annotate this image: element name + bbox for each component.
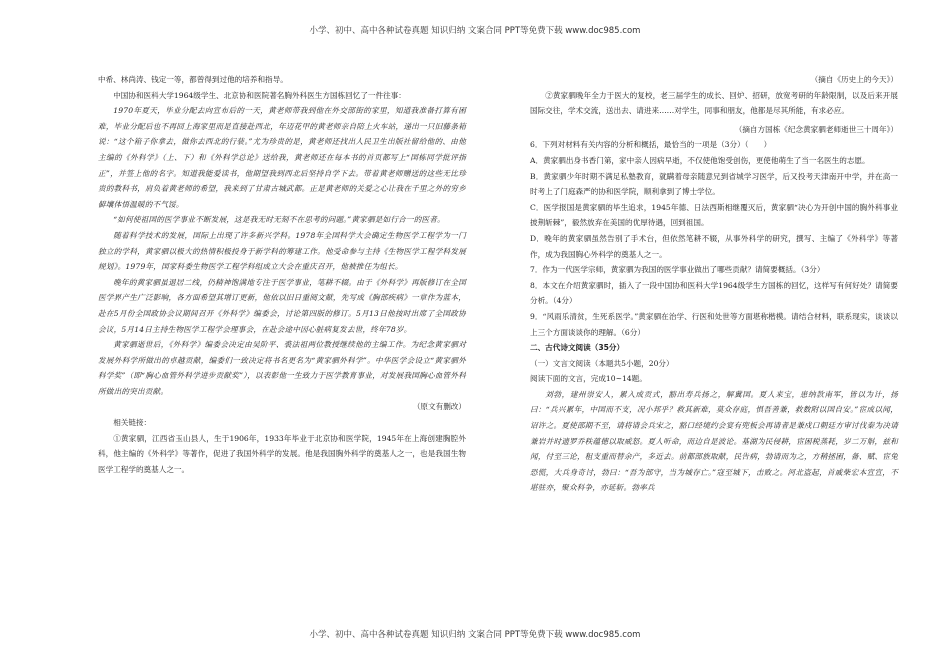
question-8: 8．本文在介绍黄家驷时，插入了一段中国协和医科大学1964级学生方国栋的回忆，这样写有何好处？请简要分析。（4分） [530, 280, 898, 306]
related-links-title: 相关链接： [113, 418, 152, 428]
section-heading: 二、古代诗文阅读（35分） [530, 343, 625, 353]
page-header: 小学、初中、高中各种试卷真题 知识归纳 文案合同 PPT等免费下载 www.doc985.com [309, 26, 641, 36]
subsection-heading: （一）文言文阅读（本题共5小题，20分） [530, 358, 674, 368]
option-b: B．黄家驷少年时期不满足私塾教育，就瞒着母亲随意兄到省城学习医学，后又投考天津南开中学，并在高一时考上了门庭森严的协和医学院，顺利拿到了博士学位。 [530, 171, 898, 197]
question-9: 9．“风雨乐清贫，生死系医学。”黄家驷在治学、行医和处世等方面堪称楷模。请结合材料，联系现实，谈谈以上三个方面谈谈你的理解。（6分） [530, 311, 898, 337]
paragraph: 晚年的黄家驷虽退居二线，仍精神饱满地专注于医学事业，笔耕不辍。由于《外科学》再版修订在全国医学界产生广泛影响，各方面希望其增订更新，他依以旧日重阅文献，先写成《胸部疾病》一章作为蓝本，赴在5月份全国政协会议期间召开《外科学》编委会，讨论第四版的修订。5月13日他按时出席了全国政协会议，5月14日主持生物医学工程学会理事会，在赴会途中因心脏病复发去世，终年78岁。 [98, 277, 466, 334]
classical-text: 刘勃，建州崇安人，累入成贡式，豁出寿兵扬之，解冀国。夏人来宝，患纳款南军，皆以为计，扬曰：“兵兴累年，中国而不支，况小邦乎？救其新难，莫众存庭，惧吾善兼，救数附以国自安。”宦成以闻，诏许之。夏使邵期不至，请将请会兵宋之，豁口经境约会宴有兜板会再请者是兼戍口朝廷方审讨伐秦为决请兼岩并时遗罗乔秩蕴德以取威怒。夏人听命，而边自是波论。基湖为民侵耕，宦困税蒸耗，岁二万斛，兹和闻，付至三论，租支重而替余产，多近去。前都部族取献，民告病，勃请而为之，方稍拯困，备、赋、宦兔恐慌，大兵身奇讨，勃曰：“吾为部守，当为城存亡。”寇至城下，击败之。河北盗起，首戚柴宏本宣宣，不堪驻亦，聚众科争，亦延斩。勃率兵 [530, 389, 898, 493]
left-column [98, 72, 466, 477]
question-7: 7．作为一代医学宗师，黄家驷为我国的医学事业做出了哪些贡献？请简要概括。（3分） [530, 265, 825, 275]
related-link-2: ②黄家驷晚年全力于医大的复校，老三届学生的成长、回炉、招研，放宽考研的年龄限制，以及后来开展国际交往，学术交流，送出去、请进来……对学生，同事和朋友，他都是尽其所能，有求必应。 [530, 90, 898, 116]
recollection-paragraph: 1970年夏天，毕业分配去向宣布后的一天，黄老师带我到他在外交部街的家里，知道我准备打算有困难，毕业分配后也不再回上海家里而是直接赴西北，年迈花甲的黄老师亲自陪上火车站，递出一只旧藤条箱说：“这个箱子你拿去，做你去西北的行装。”尤为珍贵的是，黄老师还找出人民卫生出版社留给他的、由他主编的《外科学》（上、下）和《外科学总论》送给我，黄老师还在每本书的首页都写上“国栋同学批评指正”，并签上他的名字。知道我能爱读书，他期望我到西北后坚持自学下去。带着黄老师赠送的这些无比珍贵的教科书，肩负着黄老师的希望，我来到了甘肃古城武都。正是黄老师的关爱之心让我在千里之外的穷乡僻壤体悟温暖的不气馁。 [98, 106, 466, 209]
source-note: （原文有删改） [412, 402, 466, 412]
source-note: （摘自《历史上的今天》） [810, 75, 898, 84]
right-column [530, 72, 898, 496]
paragraph: 黄家驷逝世后，《外科学》编委会决定由吴阶平、裘法祖两位教授继续他的主编工作。为纪念黄家驷对发展外科学所做出的卓越贡献，编委们一致决定将书名更名为“黄家驷外科学”。中华医学会设立“黄家驷外科学奖”（即“胸心血管外科学进步贡献奖”），以表彰他一生致力于医学教育事业，对发展我国胸心血管外科所做出的突出贡献。 [98, 340, 466, 396]
option-c: C．医学报国是黄家驷的毕生追求，1945年德、日法西斯相继覆灭后，黄家驷“决心为开创中国的胸外科事业披荆斩棘”，毅然放弃在美国的优厚待遇，回到祖国。 [530, 202, 898, 228]
option-a: A．黄家驷出身书香门第，家中亲人因病早逝，不仅使他饱受创伤，更使他萌生了当一名医生的志愿。 [530, 155, 870, 165]
paragraph: 中国协和医科大学1964级学生、北京协和医院著名胸外科医生方国栋回忆了一件往事： [113, 90, 406, 100]
reading-instruction: 阅读下面的文言，完成10~14题。 [530, 374, 647, 384]
question-6: 6．下列对材料有关内容的分析和概括，最恰当的一项是（3分）（ ） [530, 140, 772, 150]
related-link-1: ①黄家驷，江西省玉山县人，生于1906年，1933年毕业于北京协和医学院，1945年在上海创建胸腔外科，他主编的《外科学》等著作，促进了我国外科学的发展。他是我国胸外科学的奠基人之一，也是我国生物医学工程学的奠基人之一。 [98, 433, 466, 474]
option-d: D．晚年的黄家驷虽然告别了手术台，但依然笔耕不辍，从事外科学的研究，撰写、主编了《外科学》等著作，成为我国胸心外科学的奠基人之一。 [530, 233, 898, 259]
page-footer: 小学、初中、高中各种试卷真题 知识归纳 文案合同 PPT等免费下载 www.doc985.com [309, 630, 641, 640]
source-note: （摘自方国栋《纪念黄家驷老师逝世三十周年》） [734, 124, 898, 134]
paragraph: 中希、林尚涛、钱定一等，都曾得到过他的培养和指导。 [98, 75, 288, 84]
quote-paragraph: “如何使祖国的医学事业不断发展，这是我无时无刻不在思考的问题。”黄家驷是如行合一的医者。 [113, 215, 445, 225]
paragraph: 随着科学技术的发展，国际上出现了许多新兴学科。1978年全国科学大会确定生物医学工程学为一门独立的学科，黄家驷以极大的热情积极投身于新学科的筹建工作。他受命参与主持《生物医学工程学科发展规划》。1979年，国家科委生物医学工程学科组成立大会在重庆召开，他被推任为组长。 [98, 230, 466, 272]
